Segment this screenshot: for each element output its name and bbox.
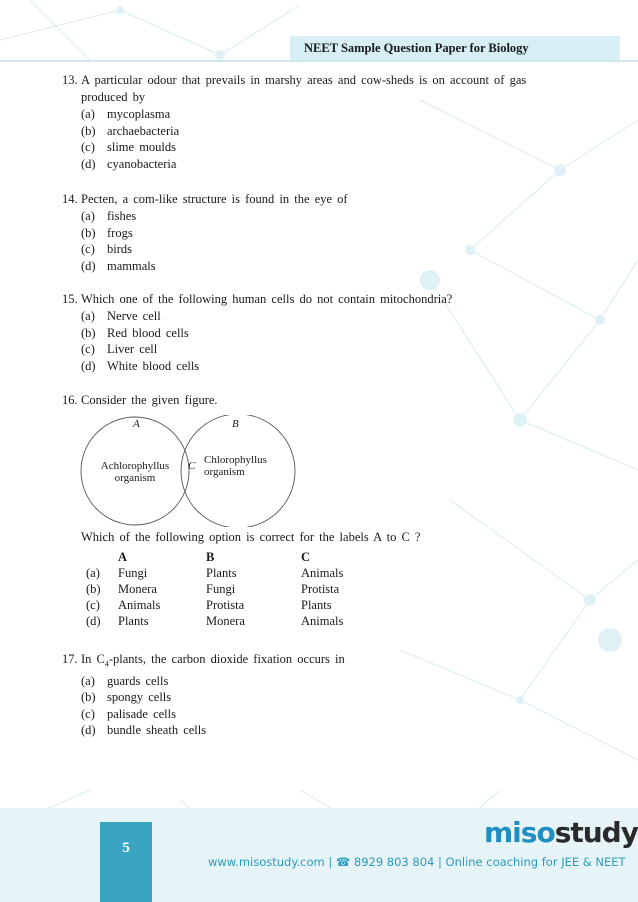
question-14 [62,191,572,274]
misostudy-logo: misostudy [484,816,638,849]
question-number: 14. [62,192,78,206]
table-row: (b) Monera Fungi Protista [86,582,340,596]
question-text: In $C_4$-plants, the carbon dioxide fixation occurs in [81,652,345,669]
venn-left-text: Achlorophyllus organism [100,460,170,484]
option: (d) cyanobacteria [81,156,177,171]
question-16 [62,392,572,409]
question-number: 17. [62,652,78,666]
question-text: Pecten, a com-like structure is found in the eye of [81,192,348,206]
venn-diagram [80,415,300,527]
question-15 [62,291,572,374]
venn-label-c: C [188,460,196,472]
question-number: 15. [62,292,78,306]
option: (b) archaebacteria [81,123,180,138]
option: (c) birds [81,242,132,257]
question-13 [62,72,572,172]
option: (c) slime moulds [81,140,177,155]
footer-contact: www.misostudy.com | ☎ 8929 803 804 | Online coaching for JEE & NEET [208,855,626,869]
venn-label-b: B [232,418,239,430]
page-header-title: NEET Sample Question Paper for Biology [290,36,620,60]
venn-label-a: A [133,418,140,430]
table-row: (d) Plants Monera Animals [86,614,344,628]
question-text: Consider the given figure. [81,393,218,407]
table-header-row: A B C [118,550,311,564]
question-16-subquestion: Which of the following option is correct for the labels A to C ? [81,530,421,544]
option: (a) Nerve cell [81,309,161,323]
option: (a) mycoplasma [81,107,171,121]
question-text: Which one of the following human cells do not contain mitochondria? [81,292,453,306]
option: (d) White blood cells [81,358,200,373]
header-divider [0,60,638,62]
option: (d) bundle sheath cells [81,723,207,738]
table-row: (c) Animals Protista Plants [86,598,332,612]
option: (b) frogs [81,225,133,240]
option: (b) Red blood cells [81,325,189,340]
question-number: 16. [62,393,78,407]
answer-table [86,549,391,629]
question-number: 13. [62,73,78,87]
question-text: A particular odour that prevails in marshy areas and cow-sheds is on account of gas produced by [81,73,527,104]
option: (b) spongy cells [81,690,172,705]
question-17 [62,651,572,739]
venn-right-text: Chlorophyllus organism [204,454,267,478]
option: (c) palisade cells [81,706,176,721]
option: (d) mammals [81,258,156,273]
option: (a) guards cells [81,673,169,688]
option: (c) Liver cell [81,342,158,357]
option: (a) fishes [81,209,137,223]
page-number: 5 [100,822,152,902]
table-row: (a) Fungi Plants Animals [86,566,344,580]
